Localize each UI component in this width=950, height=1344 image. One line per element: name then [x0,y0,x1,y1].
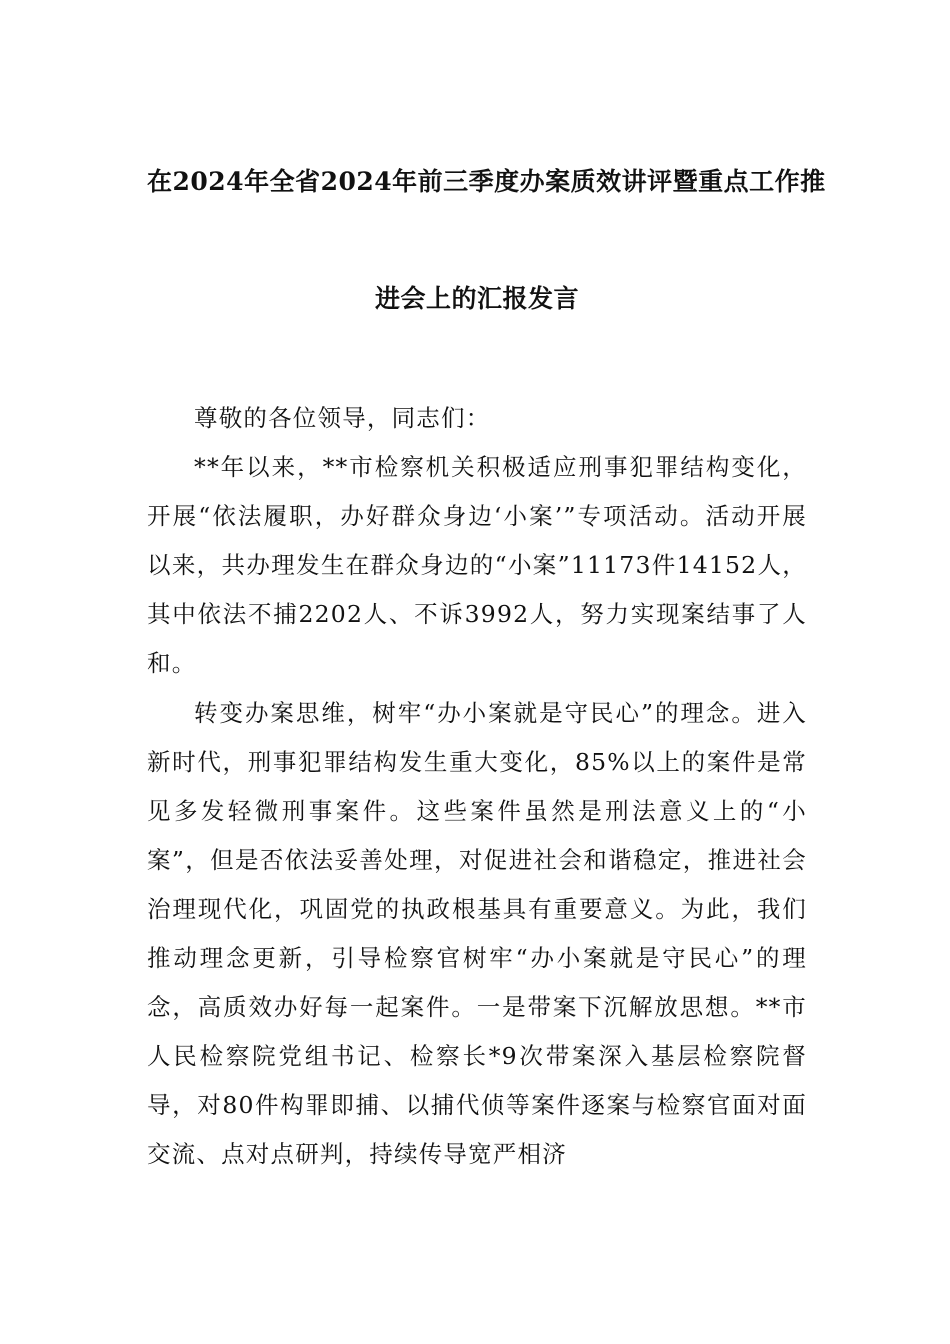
salutation: 尊敬的各位领导，同志们： [194,404,491,432]
body-paragraph-1: **年以来，**市检察机关积极适应刑事犯罪结构变化，开展“依法履职，办好群众身边‘小案’”专项活动。活动开展以来，共办理发生在群众身边的“小案”11173件14152人，其中依法不捕2202人、不诉3992人，努力实现案结事了人和。 [147,453,807,678]
document-title-line-1: 在2024年全省2024年前三季度办案质效讲评暨重点工作推 [147,167,826,196]
document-body [147,394,807,1180]
body-paragraph-2: 转变办案思维，树牢“办小案就是守民心”的理念。进入新时代，刑事犯罪结构发生重大变化，85%以上的案件是常见多发轻微刑事案件。这些案件虽然是刑法意义上的“小案”，但是否依法妥善处理，对促进社会和谐稳定，推进社会治理现代化，巩固党的执政根基具有重要意义。为此，我们推动理念更新，引导检察官树牢“办小案就是守民心”的理念，高质效办好每一起案件。一是带案下沉解放思想。**市人民检察院党组书记、检察长*9次带案深入基层检察院督导，对80件构罪即捕、以捕代侦等案件逐案与检察官面对面交流、点对点研判，持续传导宽严相济 [147,698,807,1169]
document-title-line-2: 进会上的汇报发言 [374,284,579,313]
